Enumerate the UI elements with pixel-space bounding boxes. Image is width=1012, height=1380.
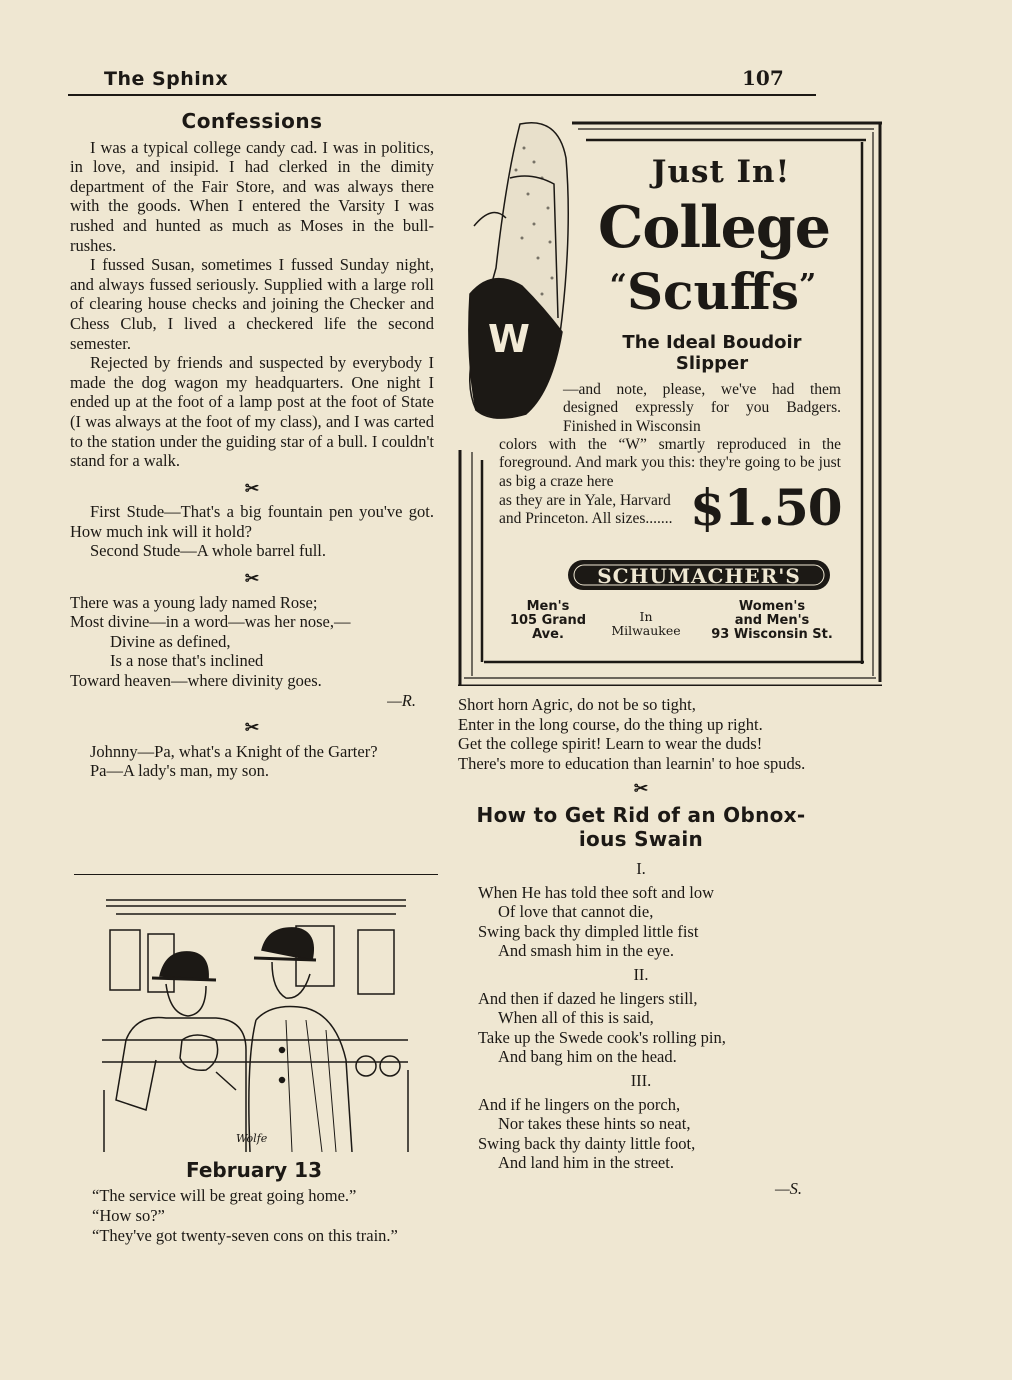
february-title: February 13 (185, 1158, 323, 1182)
limerick-line: Divine as defined, (110, 631, 231, 651)
poem-line: And bang him on the head. (498, 1047, 677, 1067)
pen-joke-line: Second Stude—A whole barrel full. (90, 541, 326, 561)
slipper-w-letter: W (488, 317, 530, 361)
agric-verse-line: Enter in the long course, do the thing up right. (458, 714, 763, 734)
open-quote: “ (609, 268, 627, 303)
february-line: “The service will be great going home.” (92, 1186, 357, 1205)
ad-subtitle: The Ideal Boudoir Slipper (622, 332, 802, 374)
scissors-ornament-icon: ✂ (244, 718, 260, 738)
february-joke (72, 1160, 436, 1246)
limerick-line: Toward heaven—where divinity goes. (70, 671, 322, 691)
limerick-line: There was a young lady named Rose; (70, 592, 318, 612)
stanza-numeral: I. (636, 858, 646, 878)
store-city: In Milwaukee (611, 609, 681, 638)
page-number: 107 (742, 66, 784, 90)
ad-price: $1.50 (690, 478, 842, 537)
pen-joke-line: First Stude—That's a big fountain pen you've got. How much ink will it hold? (70, 502, 434, 541)
scuffs-word: Scuffs (626, 262, 800, 321)
ad-product-scuffs (582, 262, 844, 321)
poem-line: And land him in the street. (498, 1153, 674, 1173)
brand-name: SCHUMACHER'S (597, 564, 801, 588)
garter-joke-line: Pa—A lady's man, my son. (90, 761, 269, 781)
stanza-numeral: II. (633, 964, 649, 984)
train-cartoon-illustration (96, 890, 414, 1158)
section-rule (74, 874, 438, 875)
ad-headline: Just In! (651, 154, 791, 190)
store-mens-address: Men's 105 Grand Ave. (509, 599, 587, 642)
magazine-title: The Sphinx (104, 68, 229, 90)
header-rule (68, 94, 816, 96)
confessions-paragraph: I was a typical college candy cad. I was in politics, in love, and insipid. I had clerked in the dimity department of the Fair Store, and was always there with the goods. When I entered the Varsity I was rushed and hunted as much as Moses in the bull-rushes. (70, 137, 434, 255)
february-line: “They've got twenty-seven cons on this train.” (92, 1226, 398, 1245)
ad-body-text: —and note, please, we've had them designed expressly for you Badgers. Finished in Wisconsin (563, 381, 841, 435)
poem-line: And smash him in the eye. (498, 941, 674, 961)
stanza-numeral: III. (630, 1070, 652, 1090)
ad-body-text: colors with the “W” smartly reproduced in the foreground. And mark you this: they're going to be just as big a craze here (499, 436, 841, 490)
ad-body-text: as they are in Yale, Harvard and Princeton. All sizes....... (499, 492, 673, 528)
poem-line: Swing back thy dimpled little fist (478, 921, 699, 941)
scissors-ornament-icon: ✂ (244, 569, 260, 589)
slipper-illustration (462, 118, 574, 424)
confessions-title: Confessions (181, 109, 323, 133)
poem-line: Of love that cannot die, (498, 902, 654, 922)
garter-joke-line: Johnny—Pa, what's a Knight of the Garter? (90, 741, 378, 761)
poem-line: When He has told thee soft and low (478, 882, 714, 902)
poem-line: Swing back thy dainty little foot, (478, 1133, 696, 1153)
swain-poem-title: How to Get Rid of an Obnox-ious Swain (476, 802, 806, 851)
scissors-ornament-icon: ✂ (244, 478, 260, 498)
right-column (458, 695, 824, 1198)
left-column (70, 109, 434, 781)
cartoonist-signature: Wolfe (236, 1132, 268, 1145)
poem-line: Nor takes these hints so neat, (498, 1114, 691, 1134)
poem-line: And if he lingers on the porch, (478, 1094, 681, 1114)
agric-verse-line: Short horn Agric, do not be so tight, (458, 695, 696, 714)
poem-line: When all of this is said, (498, 1008, 654, 1028)
close-quote: ” (799, 268, 817, 303)
confessions-paragraph: Rejected by friends and suspected by everybody I made the dog wagon my headquarters. One night I ended up at the foot of a lamp post at the foot of State (I was always at the foot of my class), and I was carted to the station under the guiding star of a bull. I couldn't stand for a walk. (70, 353, 434, 471)
limerick-signature: —R. (387, 690, 416, 710)
agric-verse-line: There's more to education than learnin' to hoe spuds. (458, 753, 806, 773)
store-womens-address: Women's and Men's 93 Wisconsin St. (711, 599, 833, 642)
poem-signature: —S. (774, 1178, 802, 1198)
scissors-ornament-icon: ✂ (633, 779, 649, 799)
confessions-paragraph: I fussed Susan, sometimes I fussed Sunday night, and always fussed seriously. Supplied with a large roll of clearing house checks and joining the Checker and Chess Club, I lived a checkered life the second semester. (70, 255, 434, 353)
poem-line: And then if dazed he lingers still, (478, 988, 698, 1008)
agric-verse-line: Get the college spirit! Learn to wear the duds! (458, 734, 763, 754)
limerick-line: Is a nose that's inclined (110, 651, 264, 671)
poem-line: Take up the Swede cook's rolling pin, (478, 1027, 726, 1047)
ad-product-college: College (597, 194, 831, 261)
brand-logo (566, 556, 832, 594)
limerick-line: Most divine—in a word—was her nose,— (70, 612, 351, 632)
february-line: “How so?” (92, 1206, 165, 1225)
